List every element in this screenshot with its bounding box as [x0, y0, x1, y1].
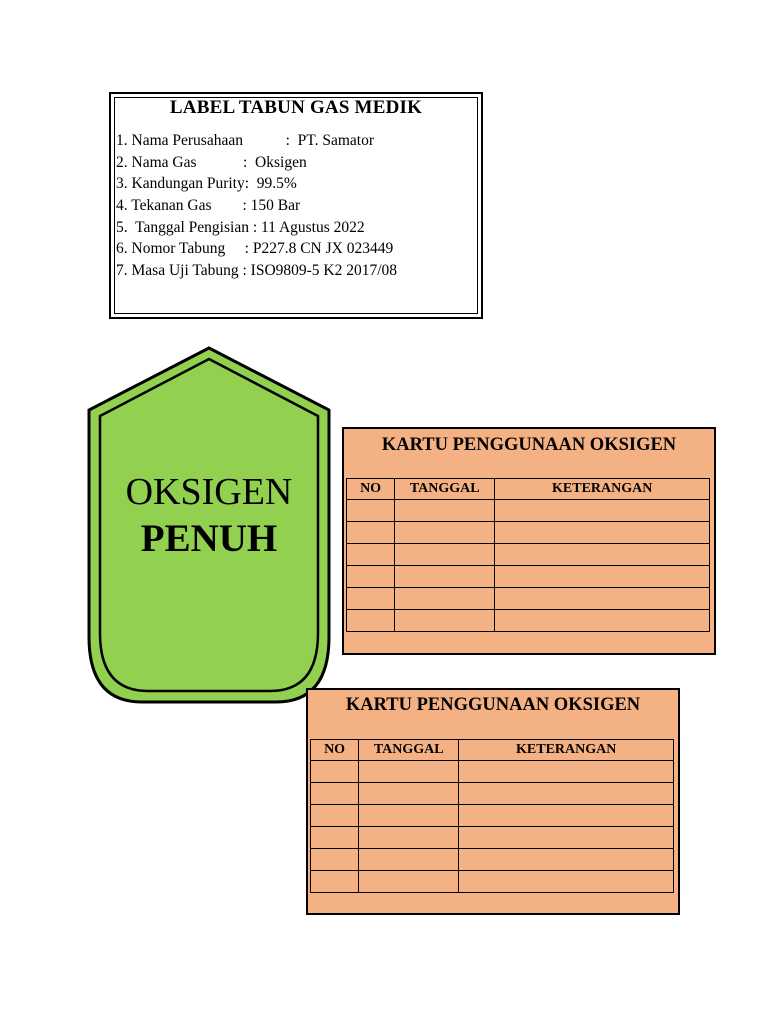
cell-tanggal[interactable] — [359, 805, 459, 827]
cell-tanggal[interactable] — [359, 871, 459, 893]
label-line-cylinder-number: 6. Nomor Tabung : P227.8 CN JX 023449 — [116, 240, 394, 257]
cell-tanggal[interactable] — [395, 522, 495, 544]
cell-no[interactable] — [311, 827, 359, 849]
column-header-keterangan: KETERANGAN — [459, 740, 674, 761]
table-row — [311, 827, 674, 849]
cell-tanggal[interactable] — [395, 588, 495, 610]
cell-keterangan[interactable] — [459, 761, 674, 783]
cell-keterangan[interactable] — [459, 805, 674, 827]
cell-no[interactable] — [347, 588, 395, 610]
column-header-keterangan: KETERANGAN — [495, 479, 710, 500]
label-line-test-period: 7. Masa Uji Tabung : ISO9809-5 K2 2017/08 — [116, 262, 398, 279]
table-row — [311, 761, 674, 783]
usage-table — [310, 739, 674, 893]
usage-card-title: KARTU PENGGUNAAN OKSIGEN — [345, 695, 641, 715]
cell-keterangan[interactable] — [495, 544, 710, 566]
table-header-row — [347, 479, 710, 500]
table-row — [347, 544, 710, 566]
label-line-fill-date: 5. Tanggal Pengisian : 11 Agustus 2022 — [116, 219, 365, 236]
table-row — [347, 500, 710, 522]
cell-keterangan[interactable] — [495, 610, 710, 632]
cell-no[interactable] — [311, 805, 359, 827]
table-row — [311, 805, 674, 827]
cell-keterangan[interactable] — [459, 827, 674, 849]
gas-label-title: LABEL TABUN GAS MEDIK — [169, 97, 423, 118]
cell-no[interactable] — [347, 566, 395, 588]
table-row — [347, 610, 710, 632]
usage-table — [346, 478, 710, 632]
cell-no[interactable] — [311, 849, 359, 871]
label-line-company: 1. Nama Perusahaan : PT. Samator — [116, 132, 374, 149]
usage-card-title: KARTU PENGGUNAAN OKSIGEN — [381, 435, 677, 455]
table-row — [311, 849, 674, 871]
cell-tanggal[interactable] — [395, 566, 495, 588]
gas-label-box — [109, 92, 483, 319]
cell-no[interactable] — [311, 783, 359, 805]
cell-tanggal[interactable] — [395, 544, 495, 566]
cell-no[interactable] — [311, 871, 359, 893]
cell-tanggal[interactable] — [359, 761, 459, 783]
column-header-no: NO — [347, 479, 395, 500]
cell-no[interactable] — [347, 500, 395, 522]
cell-tanggal[interactable] — [359, 827, 459, 849]
label-line-pressure: 4. Tekanan Gas : 150 Bar — [116, 197, 301, 214]
cell-keterangan[interactable] — [459, 871, 674, 893]
table-header-row — [311, 740, 674, 761]
cell-no[interactable] — [347, 522, 395, 544]
table-row — [347, 522, 710, 544]
cell-keterangan[interactable] — [495, 588, 710, 610]
cell-no[interactable] — [347, 610, 395, 632]
cell-tanggal[interactable] — [395, 500, 495, 522]
usage-card-2 — [306, 688, 680, 915]
column-header-tanggal: TANGGAL — [359, 740, 459, 761]
table-row — [347, 588, 710, 610]
table-row — [311, 871, 674, 893]
cell-tanggal[interactable] — [359, 783, 459, 805]
cell-keterangan[interactable] — [495, 500, 710, 522]
cell-keterangan[interactable] — [459, 783, 674, 805]
cell-no[interactable] — [347, 544, 395, 566]
column-header-no: NO — [311, 740, 359, 761]
label-line-purity: 3. Kandungan Purity: 99.5% — [116, 175, 297, 192]
cell-keterangan[interactable] — [459, 849, 674, 871]
table-row — [311, 783, 674, 805]
cell-keterangan[interactable] — [495, 566, 710, 588]
table-row — [347, 566, 710, 588]
shield-word-oksigen: OKSIGEN — [125, 471, 293, 513]
cell-tanggal[interactable] — [395, 610, 495, 632]
shield-word-penuh: PENUH — [140, 517, 278, 560]
label-line-gas-name: 2. Nama Gas : Oksigen — [116, 154, 307, 171]
usage-card-1 — [342, 427, 716, 655]
column-header-tanggal: TANGGAL — [395, 479, 495, 500]
cell-keterangan[interactable] — [495, 522, 710, 544]
cell-tanggal[interactable] — [359, 849, 459, 871]
cell-no[interactable] — [311, 761, 359, 783]
